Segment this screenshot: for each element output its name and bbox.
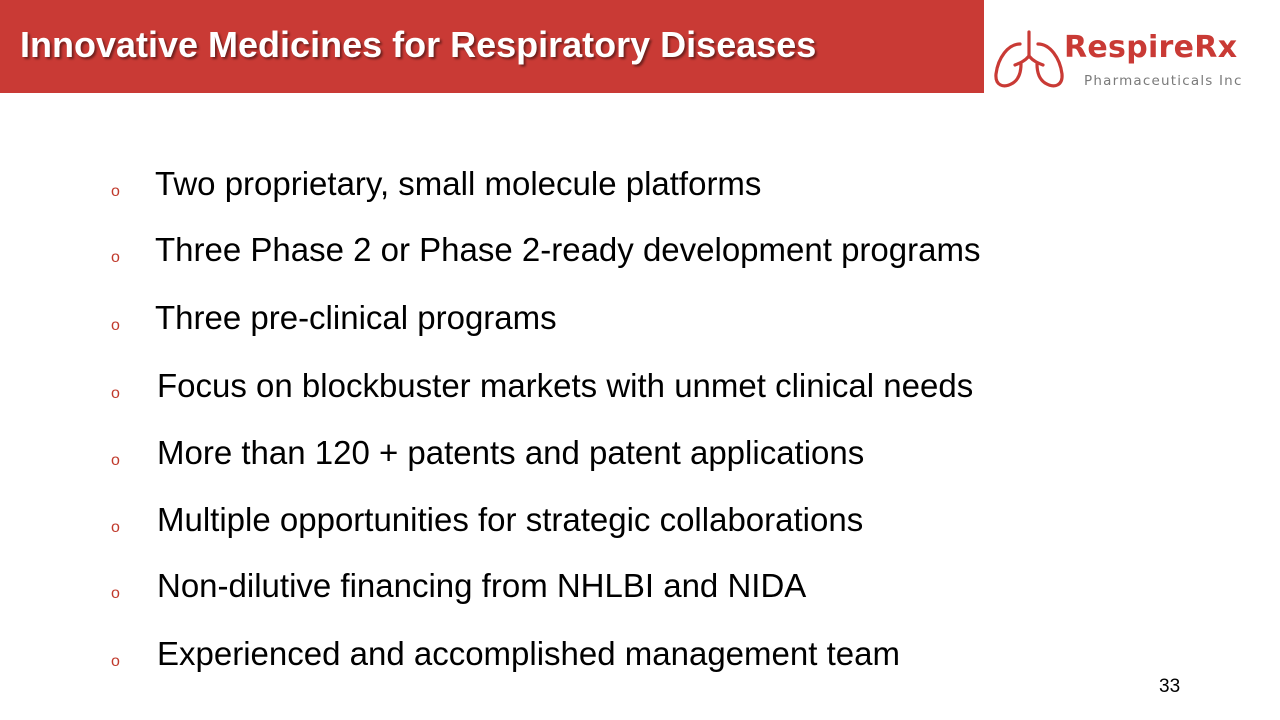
- bullet-text: Experienced and accomplished management team: [157, 635, 900, 672]
- bullet-item: [0, 634, 1200, 682]
- bullet-marker: o: [111, 585, 120, 602]
- page-number: 33: [1159, 676, 1181, 697]
- bullet-text: Focus on blockbuster markets with unmet clinical needs: [157, 367, 974, 404]
- bullet-marker: o: [111, 653, 120, 670]
- bullet-marker: o: [111, 249, 120, 266]
- bullet-item: [0, 298, 1200, 346]
- bullet-item: [0, 366, 1200, 414]
- bullet-item: [0, 230, 1200, 278]
- bullet-text: Multiple opportunities for strategic collaborations: [157, 501, 864, 538]
- bullet-marker: o: [111, 519, 120, 536]
- bullet-item: [0, 566, 1200, 614]
- slide-title: Innovative Medicines for Respiratory Diseases: [20, 24, 817, 65]
- bullet-item: [0, 433, 1200, 481]
- bullet-item: [0, 164, 1200, 212]
- bullet-text: More than 120 + patents and patent applications: [157, 434, 865, 471]
- bullet-marker: o: [111, 183, 120, 200]
- bullet-text: Three Phase 2 or Phase 2-ready development programs: [155, 231, 981, 268]
- bullet-marker: o: [111, 385, 120, 402]
- logo-subtitle: Pharmaceuticals Inc: [1084, 73, 1243, 89]
- bullet-marker: o: [111, 452, 120, 469]
- bullet-text: Non-dilutive financing from NHLBI and NIDA: [157, 567, 807, 604]
- bullet-text: Two proprietary, small molecule platforms: [155, 165, 762, 202]
- bullet-marker: o: [111, 317, 120, 334]
- bullet-text: Three pre-clinical programs: [155, 299, 557, 336]
- bullet-item: [0, 500, 1200, 548]
- logo-name: RespireRx: [1064, 30, 1238, 65]
